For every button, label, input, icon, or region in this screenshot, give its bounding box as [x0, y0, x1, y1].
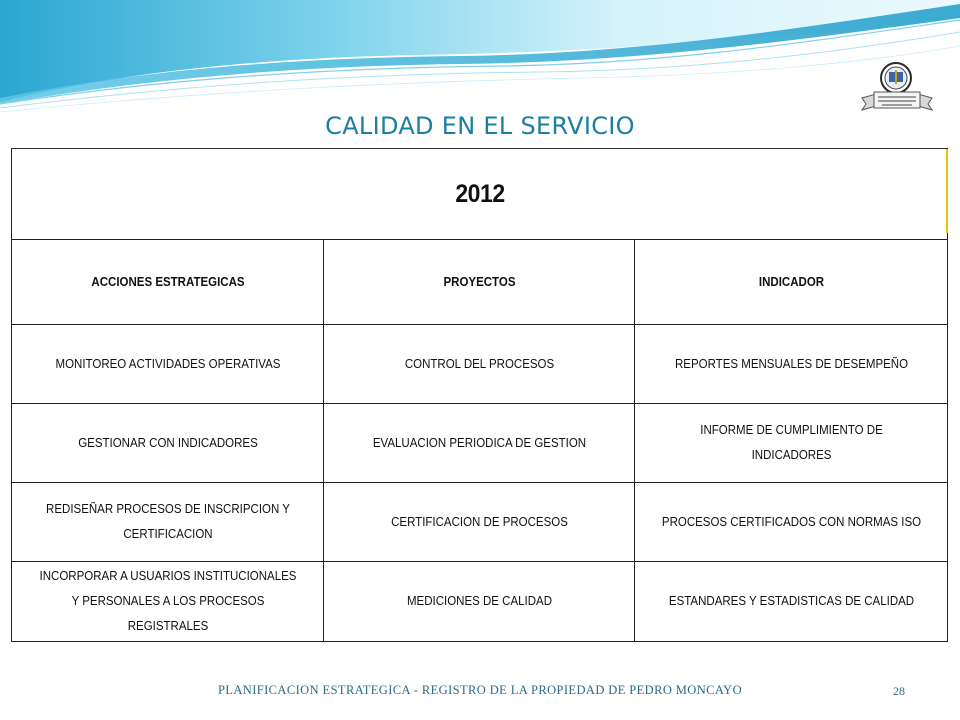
cell-accion: REDISEÑAR PROCESOS DE INSCRIPCION Y CERTIFICACION [24, 483, 311, 562]
cell-proyecto: CONTROL DEL PROCESOS [336, 325, 622, 404]
footer-text: PLANIFICACION ESTRATEGICA - REGISTRO DE LA PROPIEDAD DE PEDRO MONCAYO [217, 683, 743, 697]
cell-accion: MONITOREO ACTIVIDADES OPERATIVAS [24, 325, 311, 404]
cell-indicador: ESTANDARES Y ESTADISTICAS DE CALIDAD [647, 562, 935, 642]
cell-proyecto: MEDICIONES DE CALIDAD [336, 562, 622, 642]
year-row [12, 149, 948, 240]
page-number: 28 [893, 684, 905, 698]
cell-indicador: PROCESOS CERTIFICADOS CON NORMAS ISO [647, 483, 935, 562]
strategy-table [11, 148, 948, 642]
table-header-row [12, 240, 948, 325]
header-acciones-estrategicas: ACCIONES ESTRATEGICAS [24, 240, 311, 325]
cell-accion: GESTIONAR CON INDICADORES [24, 404, 311, 483]
institution-logo [858, 58, 936, 120]
slide-title: CALIDAD EN EL SERVICIO [325, 112, 635, 140]
table-row [12, 562, 948, 642]
cell-accion: INCORPORAR A USUARIOS INSTITUCIONALES Y PERSONALES A LOS PROCESOS REGISTRALES [24, 562, 311, 642]
header-wave-decoration [0, 0, 960, 130]
table-row [12, 404, 948, 483]
table-row [12, 483, 948, 562]
cell-indicador: REPORTES MENSUALES DE DESEMPEÑO [647, 325, 935, 404]
cell-indicador: INFORME DE CUMPLIMIENTO DE INDICADORES [647, 404, 935, 483]
table-row [12, 325, 948, 404]
year-cell: 2012 [49, 149, 910, 240]
header-proyectos: PROYECTOS [336, 240, 622, 325]
cell-proyecto: CERTIFICACION DE PROCESOS [336, 483, 622, 562]
header-indicador: INDICADOR [647, 240, 935, 325]
accent-bar [946, 149, 948, 233]
cell-proyecto: EVALUACION PERIODICA DE GESTION [336, 404, 622, 483]
